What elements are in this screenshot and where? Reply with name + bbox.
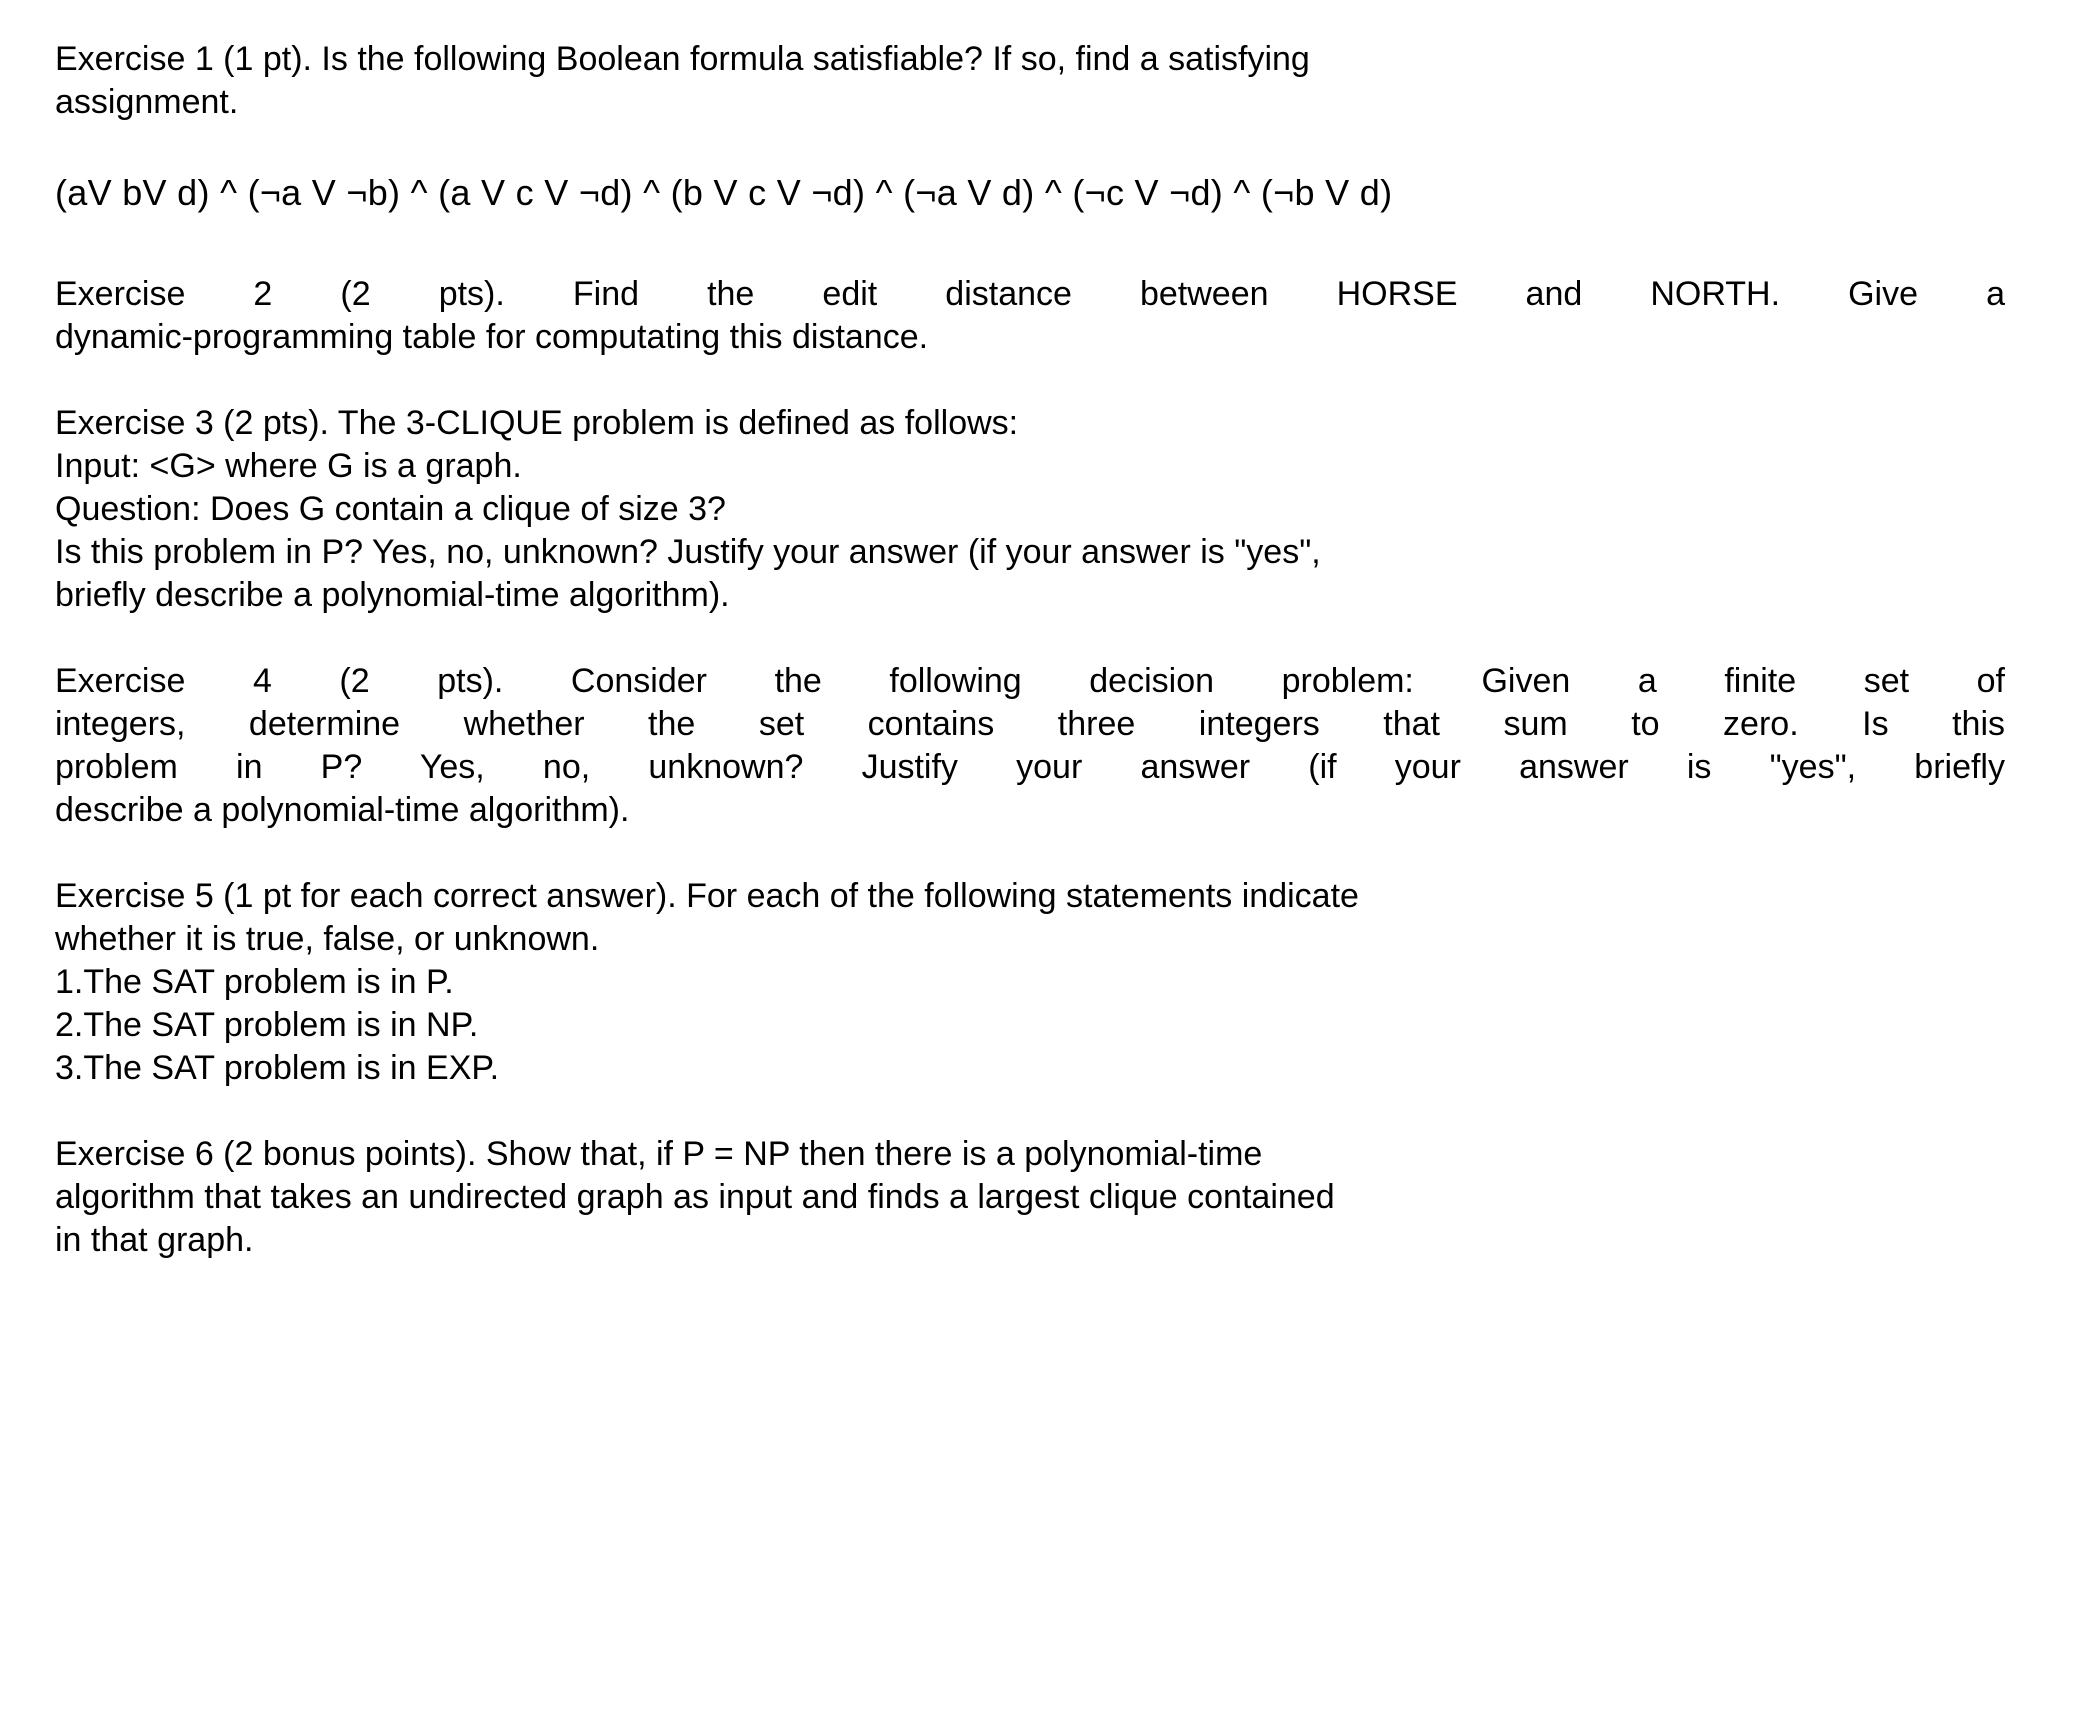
exercise-6-line: algorithm that takes an undirected graph as input and finds a largest clique contained <box>55 1178 1335 1216</box>
exercise-1-line: assignment. <box>55 83 239 121</box>
exercise-4-line: integers, determine whether the set contains three integers that sum to zero. Is this <box>55 705 2005 743</box>
exercise-1-line: Exercise 1 (1 pt). Is the following Boolean formula satisfiable? If so, find a satisfying <box>55 40 1310 78</box>
exercise-5-intro-line: Exercise 5 (1 pt for each correct answer). For each of the following statements indicate <box>55 877 1359 915</box>
exercise-5-paragraph <box>55 875 2005 1090</box>
exercise-5-list-item: 2.The SAT problem is in NP. <box>55 1006 479 1044</box>
exercise-4-line: Exercise 4 (2 pts). Consider the following decision problem: Given a finite set of <box>55 662 2005 700</box>
exercise-5-intro-line: whether it is true, false, or unknown. <box>55 920 600 958</box>
exercise-3-line: briefly describe a polynomial-time algorithm). <box>55 576 730 614</box>
exercise-3-heading-line: Exercise 3 (2 pts). The 3-CLIQUE problem is defined as follows: <box>55 404 1019 442</box>
exercise-5-list-item: 3.The SAT problem is in EXP. <box>55 1049 500 1087</box>
exercise-5-list-item: 1.The SAT problem is in P. <box>55 963 454 1001</box>
exercise-6-paragraph <box>55 1133 2005 1262</box>
exercise-3-paragraph <box>55 402 2005 617</box>
exercise-1-boolean-formula: (aV bV d) ^ (¬a V ¬b) ^ (a V c V ¬d) ^ (b V c V ¬d) ^ (¬a V d) ^ (¬c V ¬d) ^ (¬b V d) <box>55 172 1393 213</box>
exercise-2-line: Exercise 2 (2 pts). Find the edit distance between HORSE and NORTH. Give a <box>55 275 2005 313</box>
exercise-2-paragraph <box>55 273 2005 359</box>
exercise-3-input-line: Input: <G> where G is a graph. <box>55 447 522 485</box>
exercise-4-line: describe a polynomial-time algorithm). <box>55 791 630 829</box>
exercise-3-question-line: Question: Does G contain a clique of size 3? <box>55 490 726 528</box>
exercise-4-line: problem in P? Yes, no, unknown? Justify your answer (if your answer is "yes", briefly <box>55 748 2005 786</box>
exercise-6-line: Exercise 6 (2 bonus points). Show that, if P = NP then there is a polynomial-time <box>55 1135 1263 1173</box>
exercise-6-line: in that graph. <box>55 1221 254 1259</box>
exercise-4-paragraph <box>55 660 2005 832</box>
exercise-1-paragraph <box>55 38 2005 124</box>
exercise-3-line: Is this problem in P? Yes, no, unknown? Justify your answer (if your answer is "yes", <box>55 533 1321 571</box>
exercise-2-line: dynamic-programming table for computating this distance. <box>55 318 929 356</box>
